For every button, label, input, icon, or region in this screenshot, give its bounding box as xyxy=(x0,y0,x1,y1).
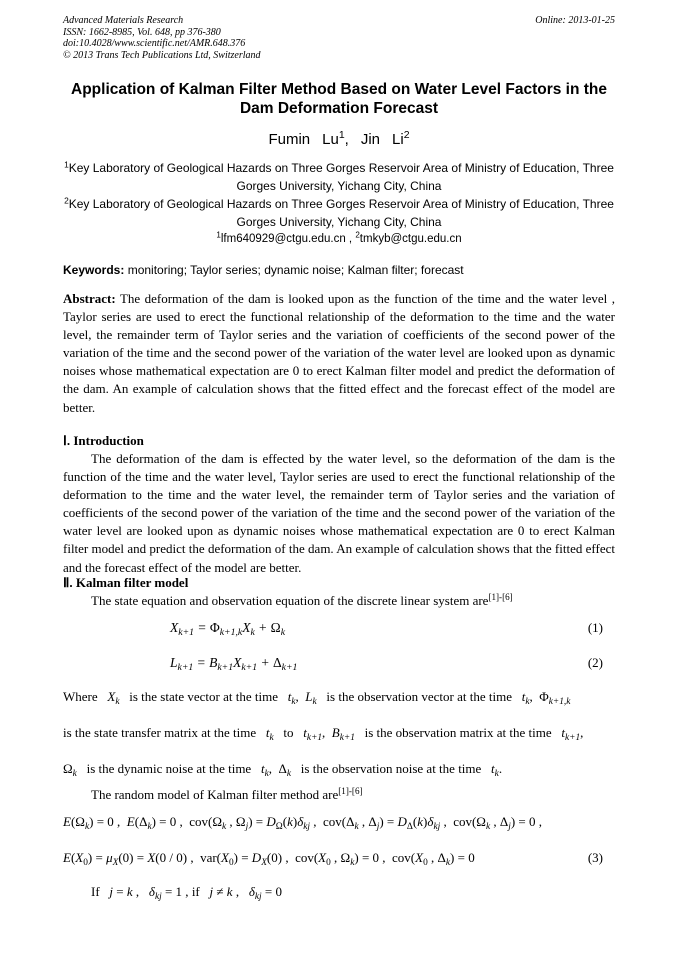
affiliation-2-text: Key Laboratory of Geological Hazards on Three Gorges Reservoir Area of Ministry of Education, Three Gorges University, Yichang City, China xyxy=(68,197,614,229)
equation-1-number: (1) xyxy=(587,620,603,635)
where-line-3: $\Omega_k$ is the dynamic noise at the time $t_k$, $\Delta_k$ is the observation noise at the time $t_k$. xyxy=(63,761,503,779)
equation-2: $L_{k+1} = B_{k+1}X_{k+1} + \Delta_{k+1}$ xyxy=(170,655,298,673)
where-word: Where xyxy=(63,689,98,704)
affiliation-1 xyxy=(60,160,618,195)
paper-title: Application of Kalman Filter Method Based on Water Level Factors in the Dam Deformation Forecast xyxy=(71,81,607,117)
email-1-num: 1 xyxy=(216,230,221,240)
state-intro-text: The state equation and observation equation of the discrete linear system are xyxy=(91,593,489,608)
if-word-2: if xyxy=(191,884,200,899)
journal-doi[interactable]: doi:10.4028/www.scientific.net/AMR.648.376 xyxy=(63,38,246,50)
author-1-aff: 1 xyxy=(338,129,345,142)
affiliation-1-num: 1 xyxy=(64,159,69,170)
keywords-label: Keywords: xyxy=(63,263,125,277)
where-noise: is the observation noise at the time xyxy=(300,761,482,776)
where-trans: is the state transfer matrix at the time xyxy=(63,725,257,740)
affiliation-1-text: Key Laboratory of Geological Hazards on Three Gorges Reservoir Area of Ministry of Education, Three Gorges University, Yichang City, China xyxy=(68,161,614,193)
equation-3-number: (3) xyxy=(587,850,603,865)
journal-header xyxy=(63,15,261,61)
where-line-1: Where $X_k$ is the state vector at the time $t_k$, $L_k$ is the observation vector at the time $t_k$, $\Phi_{k+1,k}$ xyxy=(63,689,571,707)
affiliation-2 xyxy=(60,196,618,231)
email-separator: , xyxy=(345,233,356,245)
equation-2-number: (2) xyxy=(587,655,603,670)
section-1-text: The deformation of the dam is effected by the water level, so the deformation of the dam is the function of the time and the water level, Taylor series are used to erect the functional relationship of the deformation to the time and the water level, the remainder term of Taylor series and the variation of coefficients of the second power of the variation of the time and the second power of the variation of the water level are looked upon as dynamic noises whose mathematical expectation are 0 to erect Kalman filter model and predict the deformation of the dam. An example of calculation shows that the fitted effect and the forecast effect of the model are better. xyxy=(63,451,615,575)
where-to: to xyxy=(283,725,294,740)
random-intro-ref: [1]-[6] xyxy=(338,786,363,796)
equation-3-line-1: $E(\Omega_k) = 0$ , $E(\Delta_k) = 0$ , $cov(\Omega_k$ , $\Omega_j) = D_\Omega(k)\delta_{kj}$ , $cov(\Delta_k$ , $\Delta_j) = D_\Delta(k)\delta_{kj}$ , $cov(\Omega_k$ , $\Delta_j) = 0$ , xyxy=(63,814,543,832)
random-model-intro xyxy=(91,786,363,803)
section-1-heading: Ⅰ. Introduction xyxy=(63,433,144,448)
affiliation-2-num: 2 xyxy=(64,195,69,206)
journal-issn: ISSN: 1662-8985, Vol. 648, pp 376-380 xyxy=(63,26,221,38)
journal-name: Advanced Materials Research xyxy=(63,15,184,26)
state-intro-ref: [1]-[6] xyxy=(488,592,513,602)
equation-1: $X_{k+1} = \Phi_{k+1,k}X_k + \Omega_k$ xyxy=(170,620,286,638)
author-2-first: Jin xyxy=(360,131,381,148)
email-list xyxy=(0,232,678,247)
email-2-num: 2 xyxy=(355,230,360,240)
where-line-2: is the state transfer matrix at the time $t_k$ to $t_{k+1}$, $B_{k+1}$ is the observation matrix at the time $t_{k+1}$, xyxy=(63,725,584,743)
where-dyn: is the dynamic noise at the time xyxy=(86,761,252,776)
author-1-last: Lu xyxy=(322,131,339,148)
journal-copyright: © 2013 Trans Tech Publications Ltd, Switzerland xyxy=(63,49,261,61)
section-2-heading: Ⅱ. Kalman filter model xyxy=(63,575,189,590)
where-obs: is the observation vector at the time xyxy=(326,689,512,704)
online-date: Online: 2013-01-25 xyxy=(535,15,615,26)
state-equation-intro xyxy=(91,592,513,609)
abstract-text: The deformation of the dam is looked upon as the function of the time and the water level , Taylor series are used to erect the functional relationship of the deformation to the time and the water level, the remainder term of Taylor series and the variation of coefficients of the second power of the variation of the time and the second power of the variation of the water level are looked upon as dynamic noises whose mathematical expectation are 0 to erect Kalman filter model and predict the deformation of the dam. An example of calculation shows that the fitted effect and the forecast effect of the model are better. xyxy=(63,291,616,415)
keywords xyxy=(63,262,615,278)
email-1[interactable]: lfm640929@ctgu.edu.cn xyxy=(220,233,346,245)
author-2-last: Li xyxy=(392,131,404,148)
abstract xyxy=(63,290,615,417)
if-word: If xyxy=(91,884,100,899)
where-state: is the state vector at the time xyxy=(129,689,278,704)
author-list: Fumin Lu$^1$, Jin Li$^2$ xyxy=(268,129,410,148)
abstract-label: Abstract: xyxy=(63,291,116,306)
kronecker-condition: If j = k , $\delta_{kj} = 1$ , if j ≠ k , $\delta_{kj} = 0$ xyxy=(91,884,282,902)
author-1-first: Fumin xyxy=(268,131,311,148)
keywords-text: monitoring; Taylor series; dynamic noise; Kalman filter; forecast xyxy=(127,263,464,277)
where-obsm: is the observation matrix at the time xyxy=(364,725,552,740)
author-2-aff: 2 xyxy=(403,129,410,142)
equation-3-line-2: $E(X_0) = \mu_X(0) = X(0 / 0)$ , $var(X_0) = D_X(0)$ , $cov(X_0$ , $\Omega_k) = 0$ , $cov(X_0$ , $\Delta_k) = 0$ xyxy=(63,850,475,868)
email-2[interactable]: tmkyb@ctgu.edu.cn xyxy=(359,233,462,245)
random-intro-text: The random model of Kalman filter method are xyxy=(91,787,339,802)
